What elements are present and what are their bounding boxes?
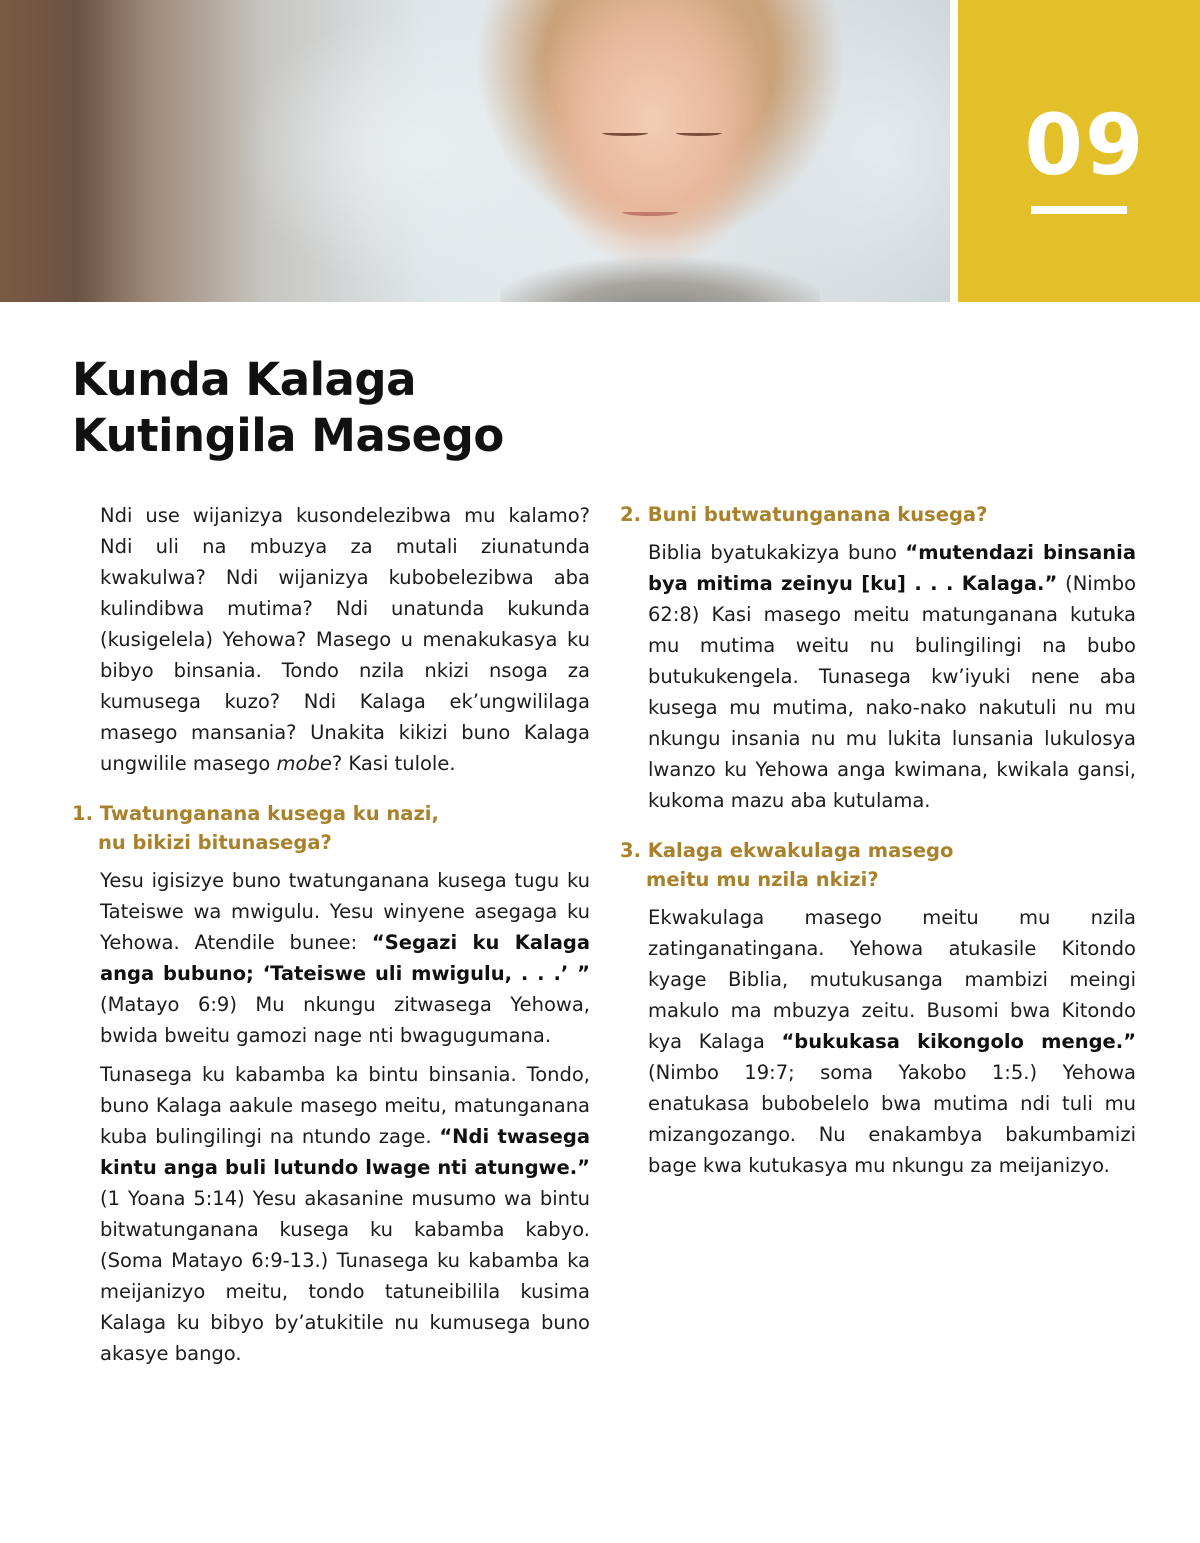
question-1-paragraph-1 [100,865,590,1051]
paragraph-text: (Nimbo 19:7; soma Yakobo 1:5.) Yehowa enatukasa bubobelelo bwa mutima ndi tuli mu mizangozango. Nu enakambya bakumbamizi bage kwa kutukasya mu nkungu za meijanizyo. [648,1061,1136,1177]
paragraph-text: Biblia byatukakizya buno [648,541,906,564]
question-3-line-1: 3. Kalaga ekwakulaga masego [620,839,954,862]
chapter-number: 09 [1024,96,1146,194]
question-1-line-2: nu bikizi bitunasega? [98,831,332,854]
question-3-heading [620,836,1136,894]
paragraph-text: Yesu igisizye buno twatunganana kusega tugu ku Tateiswe wa mwigulu. Yesu winyene asegaga ku Yehowa. Atendile bunee: [100,869,590,954]
paragraph-text: Tunasega ku kabamba ka bintu binsania. Tondo, buno Kalaga aakule masego meitu, matungananа kuba bulingilingi na ntundo zage. [100,1063,590,1148]
scripture-quote: “mutendazi binsania bya mitima zeinyu [ku] . . . Kalaga.” [648,541,1136,595]
question-1-heading [72,799,590,857]
intro-text-end: ? Kasi tulole. [331,752,456,775]
question-3-line-2: meitu mu nzila nkizi? [646,868,879,891]
question-2-line-1: 2. Buni butwatunganana kusega? [620,503,988,526]
question-3-paragraph-1 [648,902,1136,1181]
question-1-line-1: 1. Twatunganana kusega ku nazi, [72,802,439,825]
chapter-badge [958,0,1200,302]
left-column [72,500,590,1377]
chapter-rule [1031,206,1127,214]
photo-detail [602,130,648,136]
paragraph-text: (Matayo 6:9) Mu nkungu zitwasega Yehowa, bwida bweitu gamozi nage nti bwagugumana. [100,993,590,1047]
intro-text: Ndi use wijanizya kusondelezibwa mu kalamo? Ndi uli na mbuzya za mutali ziunatunda kwakulwa? Ndi wijanizya kubobelezibwa aba kulindibwa mutima? Ndi unatunda kukunda (kusigelela) Yehowa? Masego u menakukasya ku bibyo binsania. Tondo nzila nkizi nsoga za kumusega kuzo? Ndi Kalaga ek’ungwililaga masego mansania? Unakita kikizi buno Kalaga ungwilile masego [100,504,590,775]
right-column [620,500,1136,1189]
scripture-quote: “bukukasa kikongolo menge.” [781,1030,1137,1053]
page-title [72,352,772,464]
intro-paragraph [100,500,590,779]
paragraph-text: (1 Yoana 5:14) Yesu akasanine musumo wa bintu bitwatunganana kusega ku kabamba kabyo. (Soma Matayo 6:9-13.) Tunasega ku kabamba ka meijanizyo meitu, tondo tatuneibilila kusima Kalaga ku bibyo by’atukitile nu kumusega buno akasye bango. [100,1187,590,1365]
paragraph-text: Ekwakulaga masego meitu mu nzila zatinganatingana. Yehowa atukasile Kitondo kyage Biblia, mutukusanga mambizi meingi makulo ma mbuzya zeitu. Busomi bwa Kitondo kya Kalaga [648,906,1136,1053]
photo-detail [676,130,722,136]
question-2-paragraph-1 [648,537,1136,816]
photo-detail [622,208,678,216]
scripture-quote: “Ndi twasega kintu anga buli lutundo lwage nti atungwe.” [100,1125,591,1179]
intro-emphasis: mobe [276,752,332,775]
header-photo [0,0,950,302]
question-1-paragraph-2 [100,1059,590,1369]
title-line-2: Kutingila Masego [72,409,504,462]
title-line-1: Kunda Kalaga [72,353,417,406]
photo-detail [500,255,820,302]
paragraph-text: (Nimbo 62:8) Kasi masego meitu matunganana kutuka mu mutima weitu nu bulingilingi na bubo butukukengela. Tunasega kw’iyuki nene aba kusega mu mutima, nako-nako nakutuli nu mu nkungu insania nu mu lukita lunsania lukulosya lwanzo ku Yehowa anga kwimana, kwikala gansi, kukoma mazu aba kutulama. [648,572,1136,812]
question-2-heading [620,500,1136,529]
scripture-quote: “Segazi ku Kalaga anga bubuno; ‘Tateiswe uli mwigulu, . . .’ ” [100,931,590,985]
